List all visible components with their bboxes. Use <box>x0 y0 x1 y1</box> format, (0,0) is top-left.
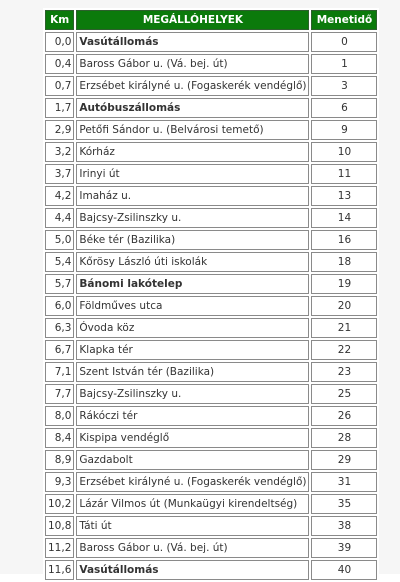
stop-name-cell: Vasútállomás <box>76 560 309 580</box>
km-cell: 7,7 <box>45 384 74 404</box>
table-row <box>45 428 377 448</box>
table-row <box>45 516 377 536</box>
stop-name-cell: Rákóczi tér <box>76 406 309 426</box>
schedule-body <box>45 32 377 580</box>
stop-name-cell: Bajcsy-Zsilinszky u. <box>76 384 309 404</box>
stop-name-cell: Baross Gábor u. (Vá. bej. út) <box>76 54 309 74</box>
km-cell: 5,4 <box>45 252 74 272</box>
stop-name-cell: Kispipa vendéglő <box>76 428 309 448</box>
table-row <box>45 54 377 74</box>
km-column-header: Km <box>45 10 74 30</box>
stop-name-cell: Petőfi Sándor u. (Belvárosi temető) <box>76 120 309 140</box>
travel-time-cell: 29 <box>311 450 377 470</box>
km-cell: 11,2 <box>45 538 74 558</box>
table-row <box>45 384 377 404</box>
km-cell: 4,4 <box>45 208 74 228</box>
table-row <box>45 406 377 426</box>
km-cell: 4,2 <box>45 186 74 206</box>
travel-time-cell: 1 <box>311 54 377 74</box>
stop-name-cell: Bánomi lakótelep <box>76 274 309 294</box>
travel-time-cell: 13 <box>311 186 377 206</box>
km-cell: 0,7 <box>45 76 74 96</box>
travel-time-cell: 26 <box>311 406 377 426</box>
travel-time-cell: 20 <box>311 296 377 316</box>
km-cell: 6,7 <box>45 340 74 360</box>
km-cell: 8,0 <box>45 406 74 426</box>
km-cell: 6,3 <box>45 318 74 338</box>
travel-time-cell: 11 <box>311 164 377 184</box>
table-header-row <box>45 10 377 30</box>
stop-name-cell: Bajcsy-Zsilinszky u. <box>76 208 309 228</box>
km-cell: 7,1 <box>45 362 74 382</box>
table-row <box>45 120 377 140</box>
table-row <box>45 142 377 162</box>
travel-time-cell: 21 <box>311 318 377 338</box>
travel-time-cell: 6 <box>311 98 377 118</box>
stop-name-cell: Klapka tér <box>76 340 309 360</box>
travel-time-cell: 19 <box>311 274 377 294</box>
travel-time-cell: 38 <box>311 516 377 536</box>
table-row <box>45 340 377 360</box>
travel-time-cell: 0 <box>311 32 377 52</box>
stop-name-cell: Táti út <box>76 516 309 536</box>
travel-time-cell: 31 <box>311 472 377 492</box>
travel-time-cell: 9 <box>311 120 377 140</box>
table-row <box>45 208 377 228</box>
stop-name-cell: Béke tér (Bazilika) <box>76 230 309 250</box>
table-row <box>45 230 377 250</box>
travel-time-column-header: Menetidő <box>311 10 377 30</box>
km-cell: 10,8 <box>45 516 74 536</box>
travel-time-cell: 40 <box>311 560 377 580</box>
km-cell: 0,4 <box>45 54 74 74</box>
table-row <box>45 538 377 558</box>
travel-time-cell: 14 <box>311 208 377 228</box>
travel-time-cell: 25 <box>311 384 377 404</box>
km-cell: 10,2 <box>45 494 74 514</box>
travel-time-cell: 16 <box>311 230 377 250</box>
stop-name-cell: Autóbuszállomás <box>76 98 309 118</box>
table-row <box>45 296 377 316</box>
table-row <box>45 318 377 338</box>
km-cell: 8,9 <box>45 450 74 470</box>
stop-name-cell: Erzsébet királyné u. (Fogaskerék vendéglő) <box>76 76 309 96</box>
table-row <box>45 450 377 470</box>
stop-name-cell: Irinyi út <box>76 164 309 184</box>
table-row <box>45 560 377 580</box>
stop-name-cell: Szent István tér (Bazilika) <box>76 362 309 382</box>
stop-name-cell: Földműves utca <box>76 296 309 316</box>
table-row <box>45 164 377 184</box>
km-cell: 6,0 <box>45 296 74 316</box>
stop-name-cell: Gazdabolt <box>76 450 309 470</box>
table-row <box>45 186 377 206</box>
table-row <box>45 494 377 514</box>
travel-time-cell: 28 <box>311 428 377 448</box>
table-row <box>45 98 377 118</box>
travel-time-cell: 3 <box>311 76 377 96</box>
table-row <box>45 252 377 272</box>
km-cell: 5,7 <box>45 274 74 294</box>
travel-time-cell: 18 <box>311 252 377 272</box>
table-row <box>45 362 377 382</box>
table-row <box>45 472 377 492</box>
travel-time-cell: 22 <box>311 340 377 360</box>
table-row <box>45 76 377 96</box>
bus-schedule-table <box>43 8 379 582</box>
stop-name-cell: Vasútállomás <box>76 32 309 52</box>
km-cell: 11,6 <box>45 560 74 580</box>
km-cell: 5,0 <box>45 230 74 250</box>
km-cell: 2,9 <box>45 120 74 140</box>
stop-name-cell: Lázár Vilmos út (Munkaügyi kirendeltség) <box>76 494 309 514</box>
km-cell: 8,4 <box>45 428 74 448</box>
stop-name-cell: Baross Gábor u. (Vá. bej. út) <box>76 538 309 558</box>
km-cell: 0,0 <box>45 32 74 52</box>
table-row <box>45 274 377 294</box>
travel-time-cell: 23 <box>311 362 377 382</box>
travel-time-cell: 39 <box>311 538 377 558</box>
stop-name-cell: Kőrösy László úti iskolák <box>76 252 309 272</box>
travel-time-cell: 35 <box>311 494 377 514</box>
km-cell: 3,7 <box>45 164 74 184</box>
stop-name-cell: Erzsébet királyné u. (Fogaskerék vendéglő) <box>76 472 309 492</box>
km-cell: 9,3 <box>45 472 74 492</box>
stop-name-cell: Kórház <box>76 142 309 162</box>
travel-time-cell: 10 <box>311 142 377 162</box>
stop-name-cell: Imaház u. <box>76 186 309 206</box>
stop-name-cell: Óvoda köz <box>76 318 309 338</box>
km-cell: 1,7 <box>45 98 74 118</box>
km-cell: 3,2 <box>45 142 74 162</box>
table-row <box>45 32 377 52</box>
stops-column-header: MEGÁLLÓHELYEK <box>76 10 309 30</box>
